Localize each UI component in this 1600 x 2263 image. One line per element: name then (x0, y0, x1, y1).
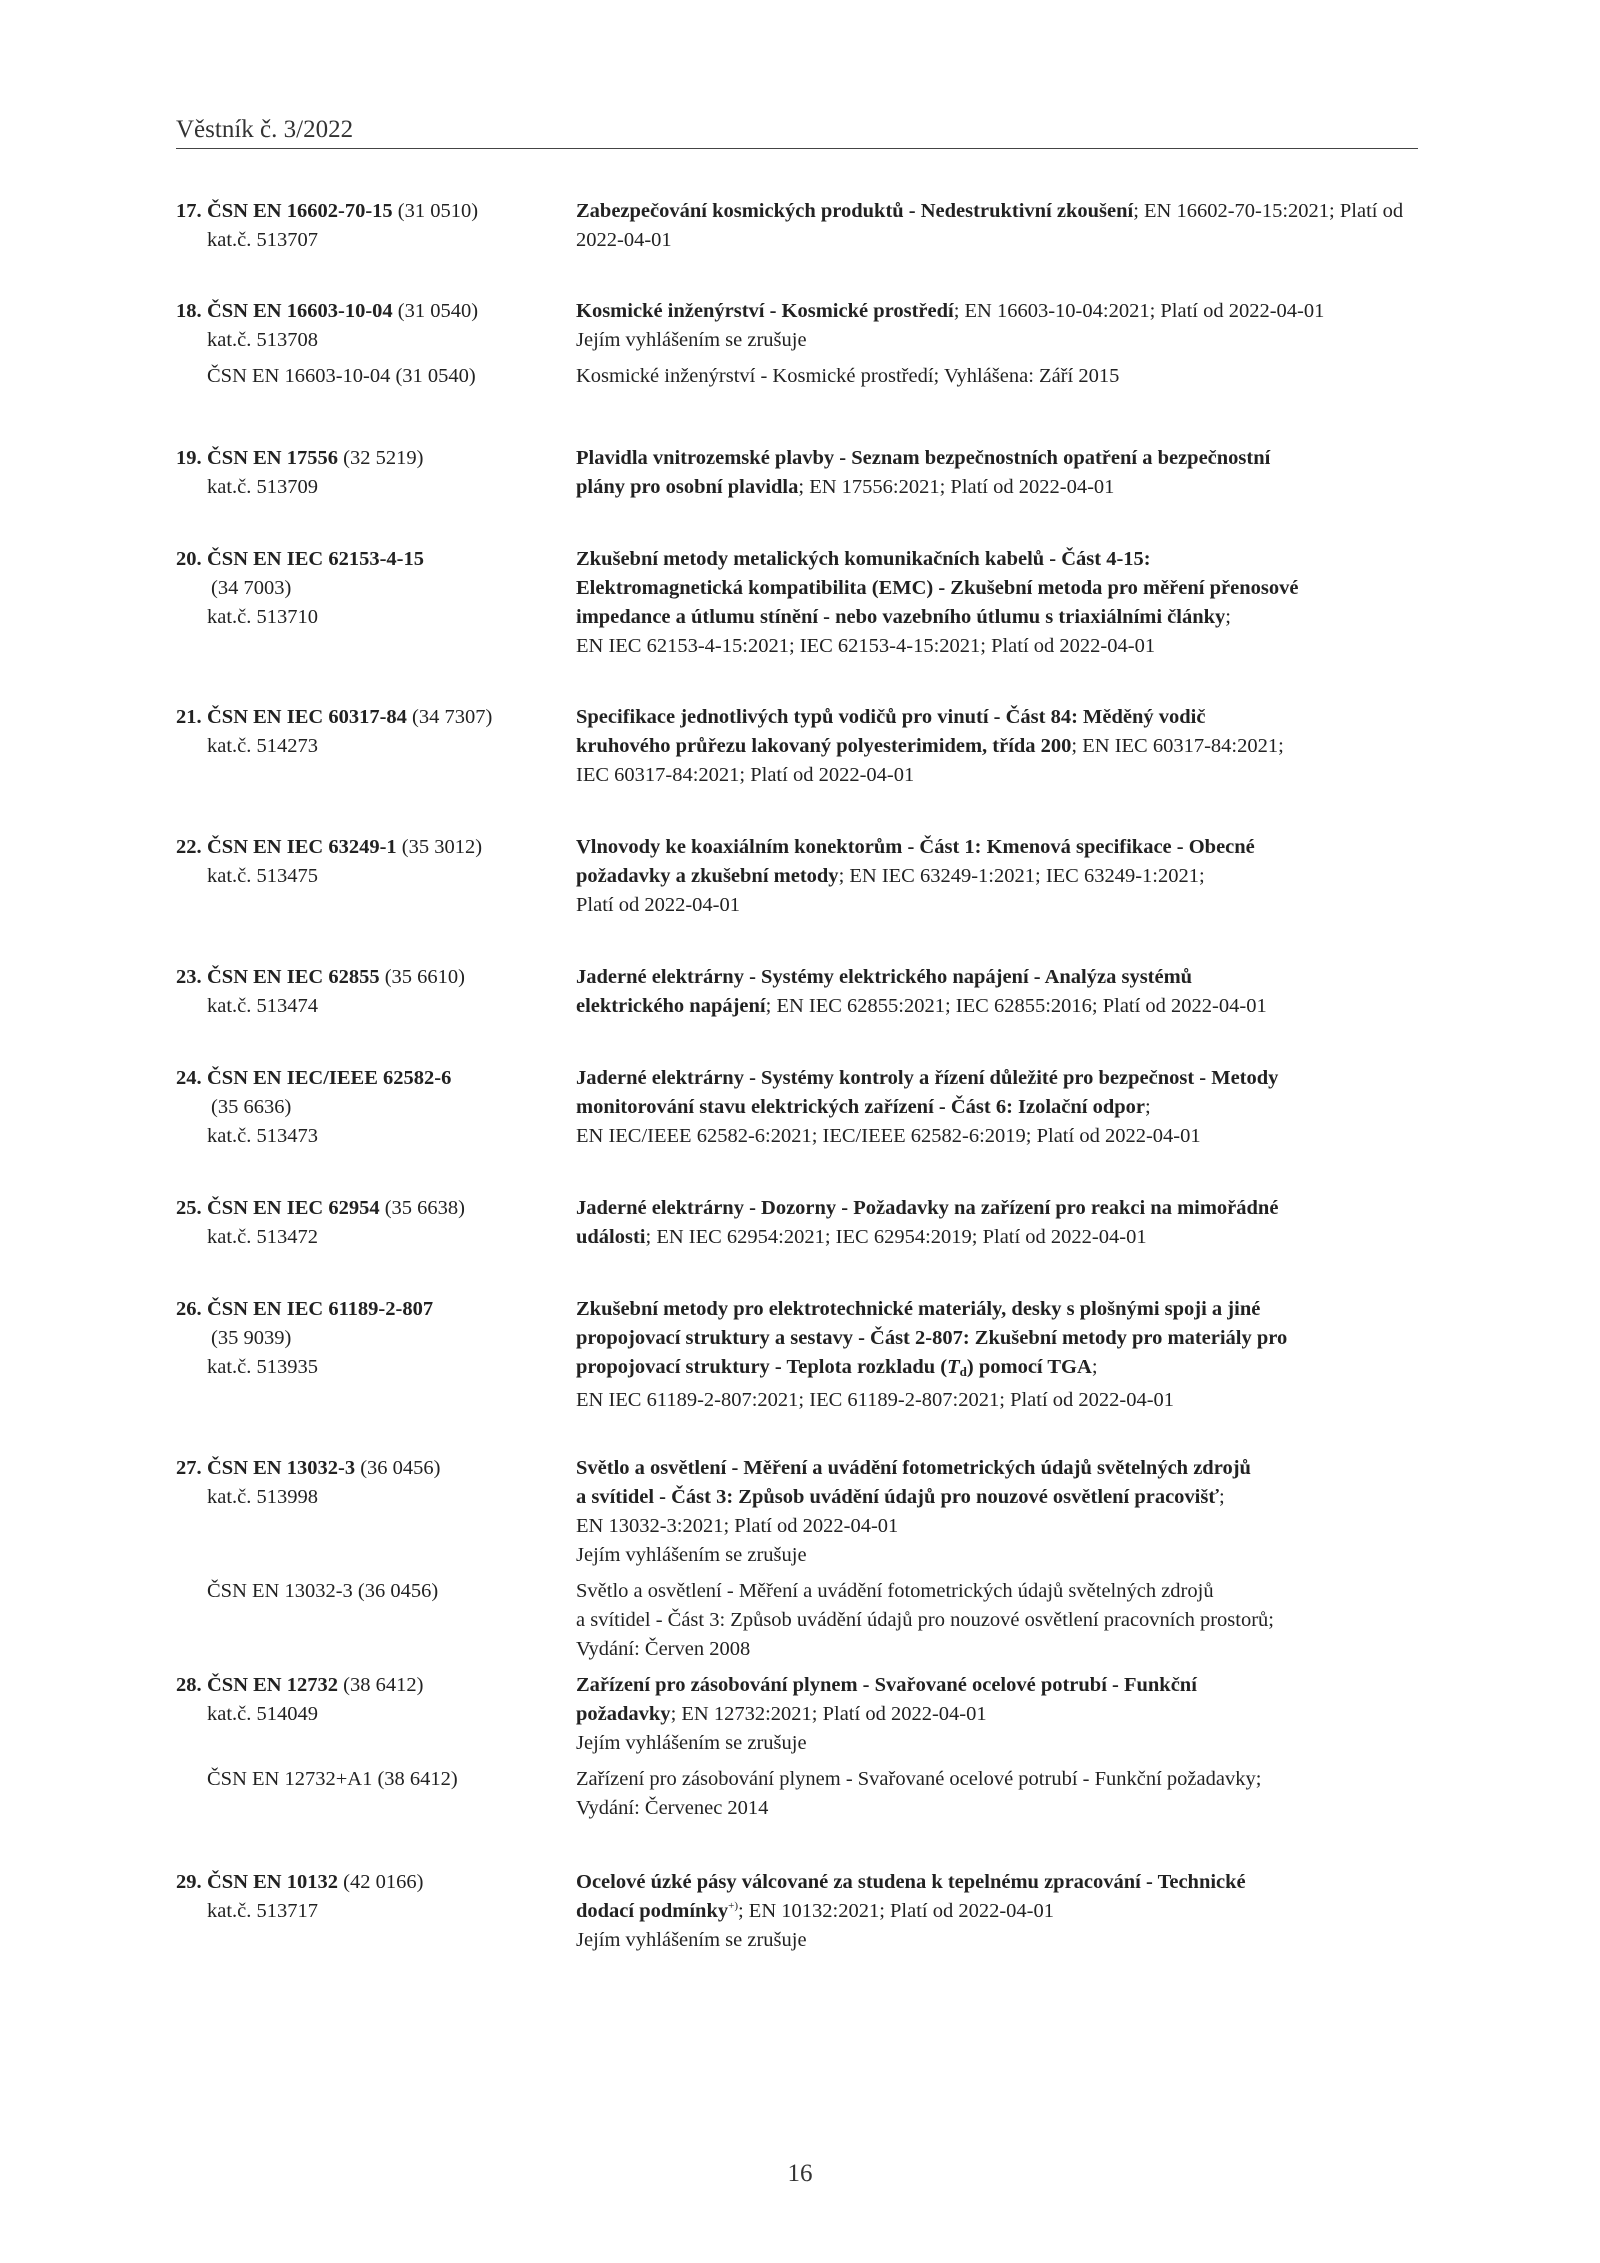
standard-title-line: Zkušební metody metalických komunikačních kabelů - Část 4-15: (576, 548, 1151, 570)
class-code: (35 3012) (401, 836, 483, 858)
page-header (176, 108, 1418, 149)
replaced-standard-line: Světlo a osvětlení - Měření a uvádění fotometrických údajů světelných zdrojů (576, 1580, 1214, 1602)
entry-number: 27. (176, 1457, 202, 1479)
class-code: (31 0540) (397, 300, 479, 322)
catalog-number: kat.č. 514049 (207, 1703, 319, 1725)
symbol-subscript: d (959, 1364, 967, 1379)
standard-title-line: požadavky (576, 1703, 671, 1725)
class-code: (36 0456) (360, 1457, 441, 1479)
standard-title-line: Specifikace jednotlivých typů vodičů pro vinutí - Část 84: Měděný vodič (576, 706, 1206, 728)
standard-id: ČSN EN IEC 62855 (207, 966, 380, 988)
standard-details: ; EN 10132:2021; Platí od 2022-04-01 (737, 1900, 1055, 1922)
footnote-mark: +) (728, 1900, 738, 1913)
catalog-number: kat.č. 513473 (207, 1125, 319, 1147)
standard-details: ; EN 16602-70-15:2021; Platí od 2022-04-01 (576, 200, 1404, 251)
entry-number: 23. (176, 966, 202, 988)
class-code: (32 5219) (343, 447, 424, 469)
standard-id: ČSN EN IEC 63249-1 (207, 836, 397, 858)
standard-id: ČSN EN IEC 62954 (207, 1197, 380, 1219)
standard-id: ČSN EN 16602-70-15 (207, 200, 393, 222)
catalog-number: kat.č. 513935 (207, 1356, 319, 1378)
catalog-number: kat.č. 513709 (207, 476, 319, 498)
standard-title-line: Jaderné elektrárny - Systémy kontroly a řízení důležité pro bezpečnost - Metody (576, 1067, 1279, 1089)
class-code: (34 7307) (412, 706, 493, 728)
standard-details: ; (1145, 1096, 1151, 1118)
standard-title-line: Vlnovody ke koaxiálním konektorům - Část 1: Kmenová specifikace - Obecné (576, 836, 1255, 858)
standard-details-line: Platí od 2022-04-01 (576, 894, 740, 916)
symbol-t: T (947, 1356, 960, 1378)
standard-details: ; EN IEC 63249-1:2021; IEC 63249-1:2021; (838, 865, 1205, 887)
list-item (176, 1194, 1416, 1252)
replaced-standard-id: ČSN EN 16603-10-04 (31 0540) (207, 365, 476, 387)
journal-title: Věstník č. 3/2022 (176, 116, 354, 143)
page-number: 16 (787, 2160, 813, 2187)
list-item (176, 703, 1416, 790)
entry-number: 20. (176, 548, 202, 570)
catalog-number: kat.č. 513474 (207, 995, 319, 1017)
class-code: (38 6412) (343, 1674, 424, 1696)
standard-title-line: a svítidel - Část 3: Způsob uvádění údajů pro nouzové osvětlení pracovišť (576, 1486, 1220, 1508)
list-item (176, 545, 1416, 661)
replaced-standard-line: Vydání: Červenec 2014 (576, 1797, 769, 1819)
class-code: (35 6638) (384, 1197, 465, 1219)
standard-id: ČSN EN IEC 61189-2-807 (207, 1298, 434, 1320)
cancellation-note: Jejím vyhlášením se zrušuje (576, 1544, 807, 1566)
replaced-standard-line: Vydání: Červen 2008 (576, 1638, 751, 1660)
standard-title-line: požadavky a zkušební metody (576, 865, 839, 887)
standard-id: ČSN EN 16603-10-04 (207, 300, 393, 322)
standard-title-line: dodací podmínky (576, 1900, 729, 1922)
standard-details-line: EN IEC 62153-4-15:2021; IEC 62153-4-15:2021; Platí od 2022-04-01 (576, 635, 1156, 657)
class-code: (35 9039) (211, 1327, 292, 1349)
standard-details: ; (1091, 1356, 1098, 1378)
entry-number: 17. (176, 200, 202, 222)
standard-details: ; EN 16603-10-04:2021; Platí od 2022-04-01 (953, 300, 1325, 322)
standard-title-line: Zkušební metody pro elektrotechnické materiály, desky s plošnými spoji a jiné (576, 1298, 1261, 1320)
standard-title-line: propojovací struktury a sestavy - Část 2-807: Zkušební metody pro materiály pro (576, 1327, 1288, 1349)
standard-title: Zabezpečování kosmických produktů - Nedestruktivní zkoušení (576, 200, 1134, 222)
catalog-number: kat.č. 513708 (207, 329, 319, 351)
standard-details: ; EN 12732:2021; Platí od 2022-04-01 (670, 1703, 987, 1725)
list-item (176, 1454, 1416, 1664)
standard-details: ; EN 17556:2021; Platí od 2022-04-01 (798, 476, 1115, 498)
standard-title-line: monitorování stavu elektrických zařízení - Část 6: Izolační odpor (576, 1096, 1146, 1118)
entry-number: 29. (176, 1871, 202, 1893)
cancellation-note: Jejím vyhlášením se zrušuje (576, 1732, 807, 1754)
list-item (176, 297, 1416, 391)
standard-id: ČSN EN 12732 (207, 1674, 338, 1696)
replaced-standard-line: Zařízení pro zásobování plynem - Svařované ocelové potrubí - Funkční požadavky; (576, 1768, 1262, 1790)
standard-title-line: plány pro osobní plavidla (576, 476, 799, 498)
standard-title-line: ) pomocí TGA (966, 1356, 1092, 1378)
entry-number: 25. (176, 1197, 202, 1219)
standard-title-line: Ocelové úzké pásy válcované za studena k tepelnému zpracování - Technické (576, 1871, 1246, 1893)
catalog-number: kat.č. 513472 (207, 1226, 319, 1248)
standard-title-line: elektrického napájení (576, 995, 766, 1017)
standard-title-line: Světlo a osvětlení - Měření a uvádění fotometrických údajů světelných zdrojů (576, 1457, 1251, 1479)
list-item (176, 197, 1416, 255)
class-code: (31 0510) (397, 200, 479, 222)
list-item (176, 1671, 1416, 1823)
cancellation-note: Jejím vyhlášením se zrušuje (576, 329, 807, 351)
catalog-number: kat.č. 513707 (207, 229, 319, 251)
replaced-standard-id: ČSN EN 12732+A1 (38 6412) (207, 1768, 458, 1790)
list-item (176, 963, 1416, 1021)
entry-number: 26. (176, 1298, 202, 1320)
standard-title-line: Jaderné elektrárny - Systémy elektrického napájení - Analýza systémů (576, 966, 1193, 988)
replaced-standard-line: a svítidel - Část 3: Způsob uvádění údajů pro nouzové osvětlení pracovních prostorů; (576, 1609, 1274, 1631)
entry-number: 19. (176, 447, 202, 469)
class-code: (42 0166) (343, 1871, 424, 1893)
list-item (176, 833, 1416, 920)
standard-id: ČSN EN IEC 62153-4-15 (207, 548, 424, 570)
entry-number: 24. (176, 1067, 202, 1089)
list-item (176, 444, 1416, 502)
list-item (176, 1868, 1416, 1955)
standard-id: ČSN EN 17556 (207, 447, 338, 469)
standard-details-line: IEC 60317-84:2021; Platí od 2022-04-01 (576, 764, 915, 786)
standard-title-line: Jaderné elektrárny - Dozorny - Požadavky na zařízení pro reakci na mimořádné (576, 1197, 1279, 1219)
catalog-number: kat.č. 513475 (207, 865, 319, 887)
replaced-standard-text: Kosmické inženýrství - Kosmické prostředí; Vyhlášena: Září 2015 (576, 365, 1120, 387)
list-item (176, 1064, 1416, 1151)
catalog-number: kat.č. 513710 (207, 606, 319, 628)
entry-number: 28. (176, 1674, 202, 1696)
standard-title-line: Elektromagnetická kompatibilita (EMC) - Zkušební metoda pro měření přenosové (576, 577, 1299, 599)
standard-details: ; (1225, 606, 1231, 628)
cancellation-note: Jejím vyhlášením se zrušuje (576, 1929, 807, 1951)
class-code: (35 6610) (384, 966, 465, 988)
standard-id: ČSN EN 13032-3 (207, 1457, 356, 1479)
class-code: (35 6636) (211, 1096, 292, 1118)
standard-details-line: EN IEC 61189-2-807:2021; IEC 61189-2-807:2021; Platí od 2022-04-01 (576, 1389, 1175, 1411)
class-code: (34 7003) (211, 577, 292, 599)
catalog-number: kat.č. 513717 (207, 1900, 319, 1922)
standard-title-line: události (576, 1226, 646, 1248)
standard-id: ČSN EN IEC 60317-84 (207, 706, 407, 728)
standard-title-line: impedance a útlumu stínění - nebo vazebního útlumu s triaxiálními články (576, 606, 1226, 628)
entry-number: 22. (176, 836, 202, 858)
standard-details: ; EN IEC 62855:2021; IEC 62855:2016; Platí od 2022-04-01 (765, 995, 1267, 1017)
standard-title-line: kruhového průřezu lakovaný polyesterimidem, třída 200 (576, 735, 1072, 757)
entry-number: 21. (176, 706, 202, 728)
standard-details: ; EN IEC 60317-84:2021; (1071, 735, 1284, 757)
standard-title-line: Zařízení pro zásobování plynem - Svařované ocelové potrubí - Funkční (576, 1674, 1197, 1696)
standard-details-line: EN 13032-3:2021; Platí od 2022-04-01 (576, 1515, 899, 1537)
standard-details: ; EN IEC 62954:2021; IEC 62954:2019; Platí od 2022-04-01 (645, 1226, 1147, 1248)
standard-id: ČSN EN 10132 (207, 1871, 338, 1893)
list-item (176, 1295, 1416, 1415)
standard-title-line: propojovací struktury - Teplota rozkladu ( (576, 1356, 948, 1378)
catalog-number: kat.č. 514273 (207, 735, 319, 757)
standard-title-line: Plavidla vnitrozemské plavby - Seznam bezpečnostních opatření a bezpečnostní (576, 447, 1271, 469)
entry-number: 18. (176, 300, 202, 322)
standard-details-line: EN IEC/IEEE 62582-6:2021; IEC/IEEE 62582-6:2019; Platí od 2022-04-01 (576, 1125, 1201, 1147)
standard-details: ; (1219, 1486, 1225, 1508)
standard-title: Kosmické inženýrství - Kosmické prostředí (576, 300, 954, 322)
catalog-number: kat.č. 513998 (207, 1486, 319, 1508)
replaced-standard-id: ČSN EN 13032-3 (36 0456) (207, 1580, 439, 1602)
standard-id: ČSN EN IEC/IEEE 62582-6 (207, 1067, 452, 1089)
